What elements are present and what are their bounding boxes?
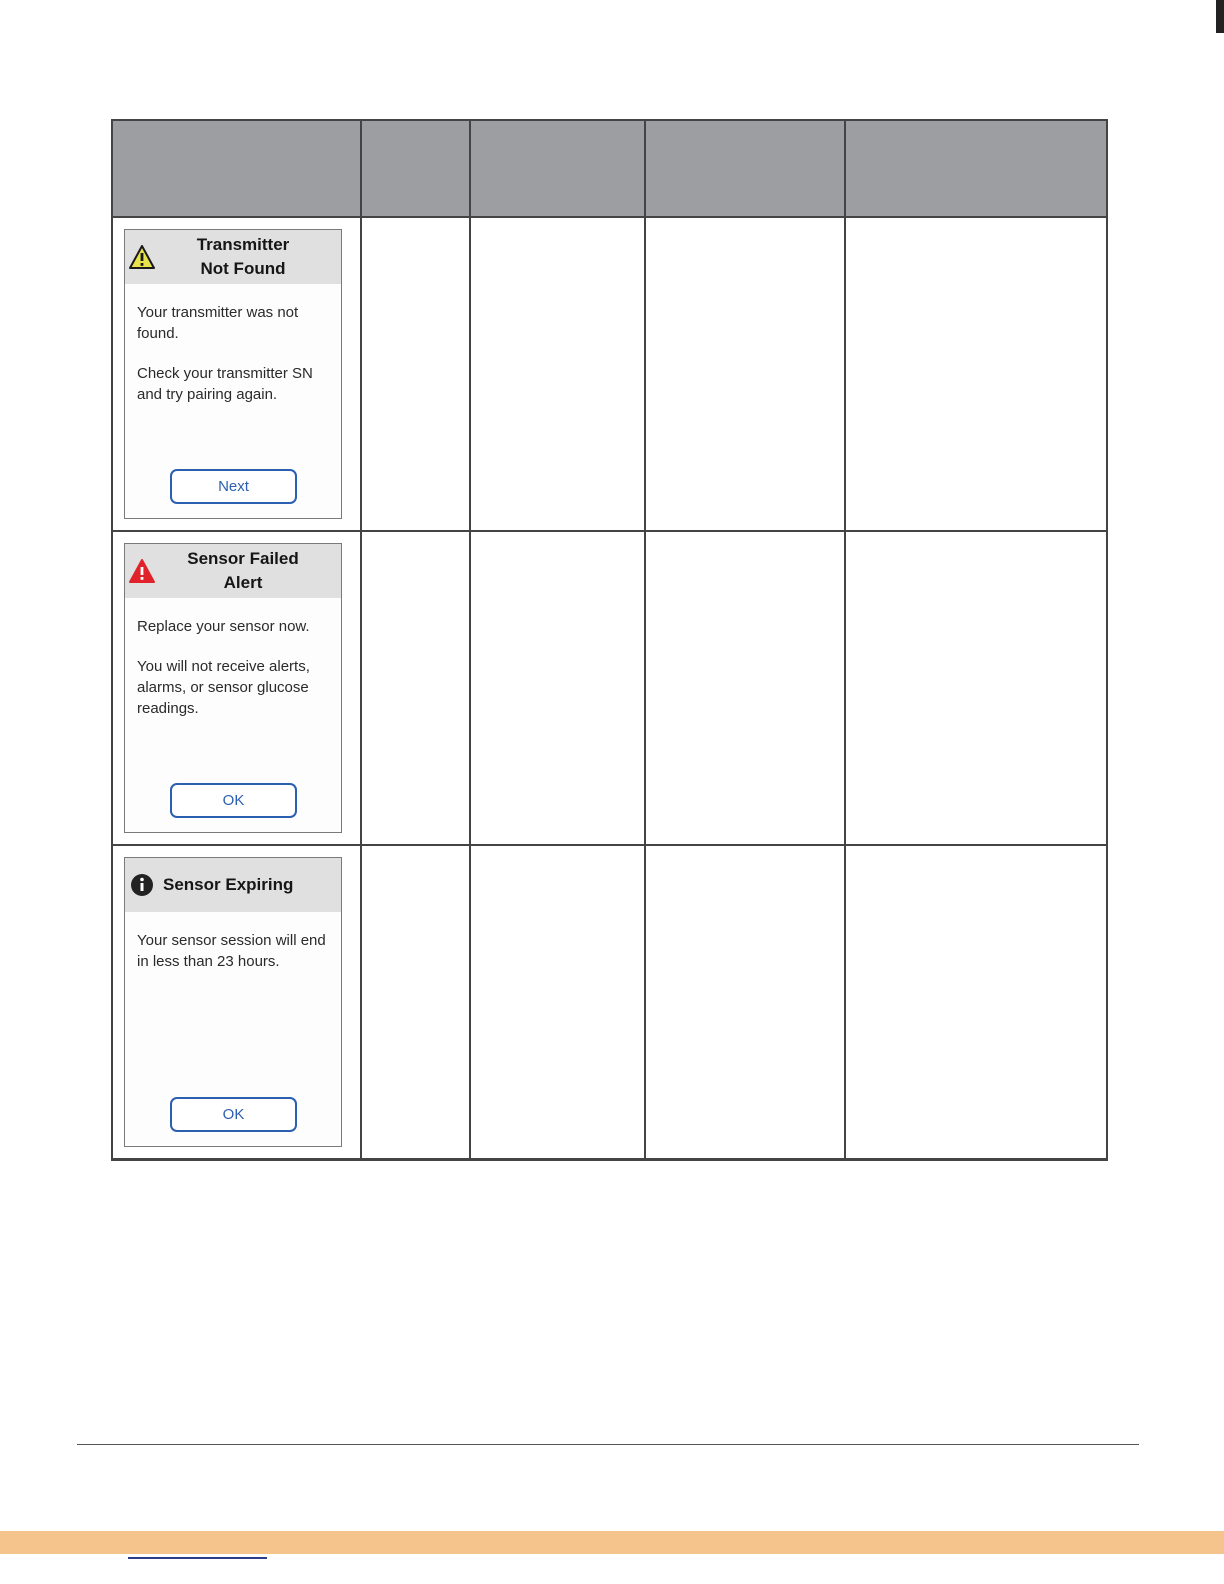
table-cell — [845, 845, 1107, 1160]
alert-title-line: Transmitter — [196, 235, 290, 254]
warning-triangle-yellow-icon — [128, 244, 156, 270]
alert-paragraph: You will not receive alerts, alarms, or sensor glucose readings. — [137, 658, 310, 717]
alerts-table — [111, 119, 1108, 1161]
alert-message — [125, 598, 341, 719]
table-cell — [470, 845, 645, 1160]
alert-screen-sensor-expiring — [124, 857, 342, 1147]
header-cell-5 — [845, 120, 1107, 217]
footer-divider — [77, 1444, 1139, 1445]
table-cell — [845, 531, 1107, 845]
alert-message — [125, 912, 341, 972]
table-cell — [645, 531, 845, 845]
alert-message — [125, 284, 341, 405]
alert-screen-cell — [112, 845, 361, 1160]
alert-screen-sensor-failed — [124, 543, 342, 833]
alert-title — [168, 233, 318, 281]
alert-paragraph: Your transmitter was not found. — [137, 304, 299, 342]
next-button[interactable]: Next — [170, 469, 297, 504]
ok-button[interactable]: OK — [170, 783, 297, 818]
header-cell-4 — [645, 120, 845, 217]
table-header-row — [112, 120, 1107, 217]
info-circle-icon — [128, 872, 156, 898]
table-row — [112, 217, 1107, 531]
alert-title-bar — [125, 858, 341, 912]
table-cell — [470, 217, 645, 531]
table-row — [112, 531, 1107, 845]
alert-screen-cell — [112, 217, 361, 531]
table-cell — [361, 217, 470, 531]
table-cell — [361, 531, 470, 845]
alert-title-line: Alert — [223, 573, 263, 592]
header-cell-3 — [470, 120, 645, 217]
table-cell — [645, 217, 845, 531]
alert-screen-transmitter-not-found — [124, 229, 342, 519]
alert-title: Sensor Expiring — [163, 875, 294, 894]
table-cell — [645, 845, 845, 1160]
page-edge-marker — [1216, 0, 1224, 33]
table-cell — [470, 531, 645, 845]
alert-paragraph: Replace your sensor now. — [137, 618, 310, 635]
alert-screen-cell — [112, 531, 361, 845]
alert-title — [168, 547, 318, 595]
header-cell-2 — [361, 120, 470, 217]
alert-paragraph: Check your transmitter SN and try pairing again. — [137, 365, 313, 403]
alert-title-line: Not Found — [200, 259, 286, 278]
alert-triangle-red-icon — [128, 558, 156, 584]
table-row — [112, 845, 1107, 1160]
header-cell-alert — [112, 120, 361, 217]
footer-link-underline — [128, 1557, 267, 1559]
alert-title-bar — [125, 544, 341, 598]
alert-title-line: Sensor Failed — [187, 549, 299, 568]
alert-paragraph: Your sensor session will end in less than 23 hours. — [137, 932, 326, 970]
ok-button[interactable]: OK — [170, 1097, 297, 1132]
alert-title-bar — [125, 230, 341, 284]
table-cell — [361, 845, 470, 1160]
footer-band — [0, 1531, 1224, 1554]
table-cell — [845, 217, 1107, 531]
